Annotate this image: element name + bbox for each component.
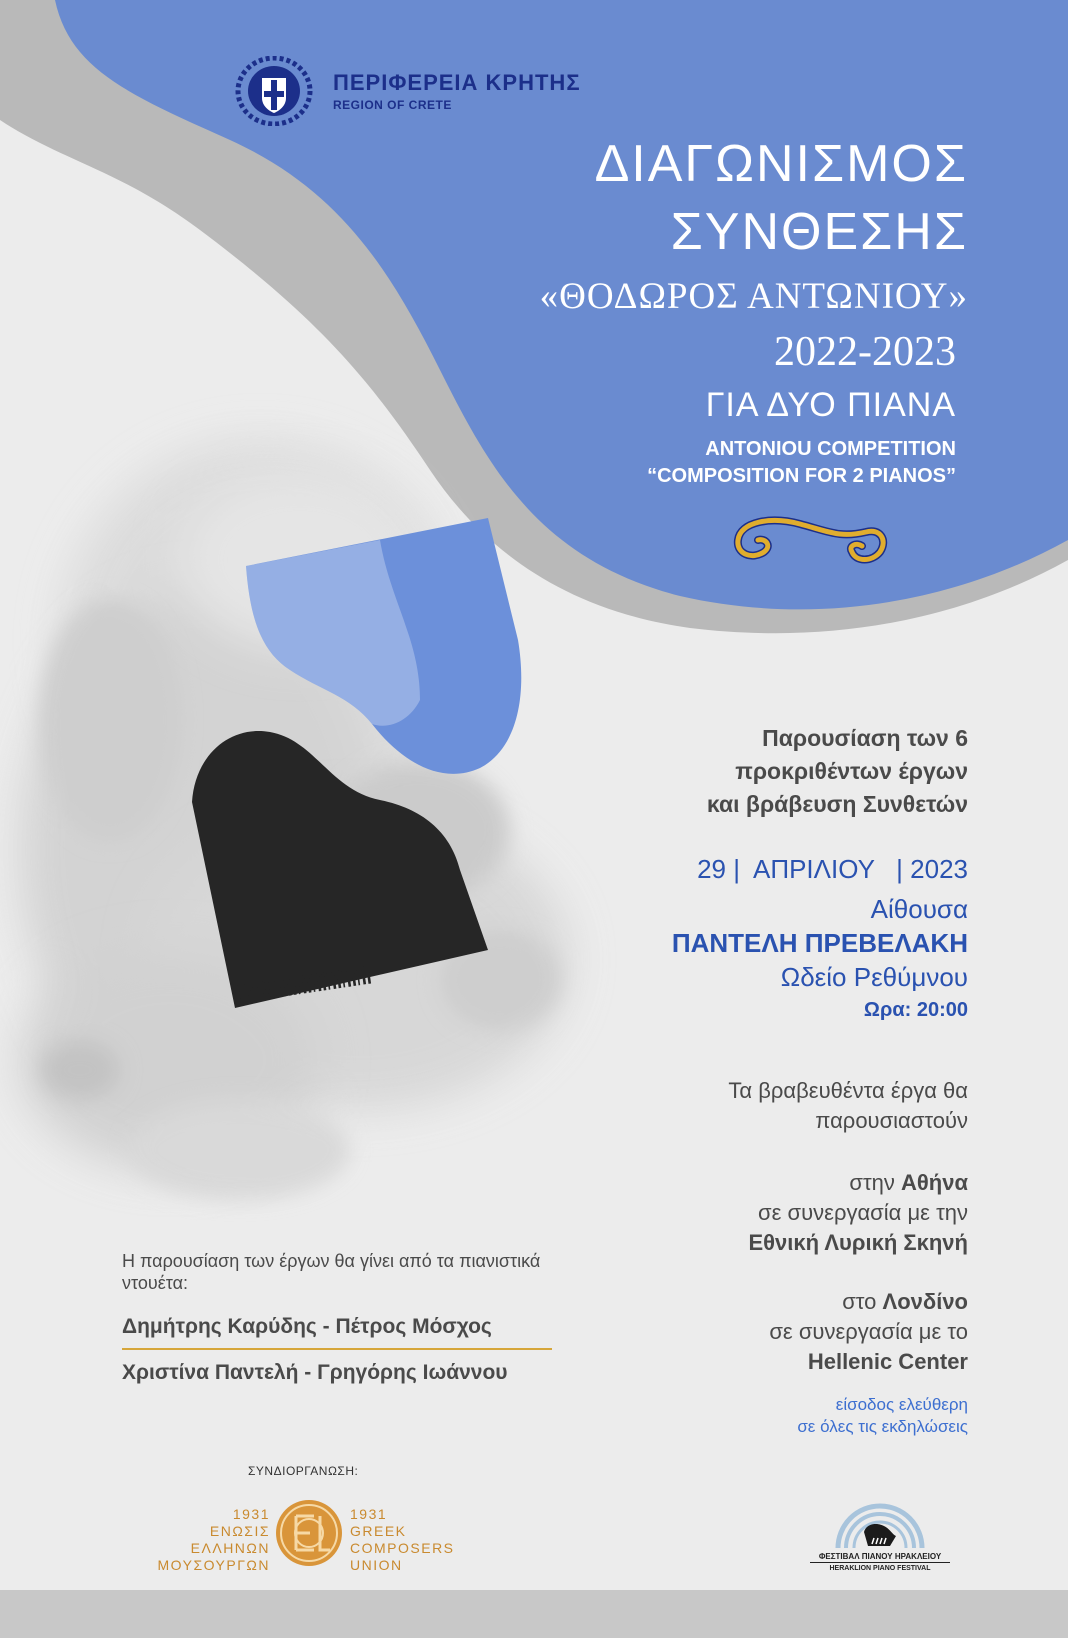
- presentation-text: [707, 722, 968, 821]
- athens-city: Αθήνα: [901, 1170, 968, 1195]
- region-name-gr: ΠΕΡΙΦΕΡΕΙΑ ΚΡΗΤΗΣ: [333, 70, 581, 95]
- piano-festival-logo: [810, 1486, 950, 1580]
- festival-name-gr: ΦΕΣΤΙΒΑΛ ΠΙΑΝΟΥ ΗΡΑΚΛΕΙΟΥ: [810, 1552, 950, 1563]
- union-name-gr: [158, 1506, 271, 1574]
- union-en-word3: UNION: [350, 1557, 403, 1573]
- title-line2: ΣΥΝΘΕΣΗΣ: [670, 203, 968, 261]
- festival-arc-icon: [810, 1486, 950, 1552]
- region-name-en: REGION OF CRETE: [333, 98, 452, 112]
- title-en-line1: ANTONIOU COMPETITION: [705, 438, 956, 460]
- presentation-line1: Παρουσίαση των 6: [762, 725, 968, 751]
- festival-name-en: HERAKLION PIANO FESTIVAL: [829, 1565, 931, 1572]
- union-gr-word3: ΜΟΥΣΟΥΡΓΩΝ: [157, 1557, 270, 1573]
- union-name-en: [350, 1506, 455, 1574]
- title-years: 2022-2023: [774, 329, 956, 375]
- crete-emblem-icon: [235, 56, 313, 126]
- duo-2: Χριστίνα Παντελή - Γρηγόρης Ιωάννου: [122, 1361, 508, 1384]
- athens-text: [748, 1168, 968, 1258]
- duets-section: [122, 1250, 562, 1388]
- athens-prefix: στην: [849, 1170, 895, 1195]
- union-en-word1: GREEK: [350, 1523, 407, 1539]
- union-en-word2: COMPOSERS: [350, 1540, 455, 1556]
- title-en-line2: “COMPOSITION FOR 2 PIANOS”: [647, 465, 956, 487]
- coorganization-label: ΣΥΝΔΙΟΡΓΑΝΩΣΗ:: [248, 1464, 359, 1478]
- event-venue: [672, 892, 968, 1026]
- athens-collab: σε συνεργασία με την: [758, 1200, 968, 1225]
- athens-city-line: [748, 1168, 968, 1198]
- union-gr-word1: ΕΝΩΣΙΣ: [209, 1523, 270, 1539]
- awarded-text: [728, 1076, 968, 1136]
- union-en-year: 1931: [350, 1506, 388, 1522]
- union-gr-word2: ΕΛΛΗΝΩΝ: [190, 1540, 270, 1556]
- presentation-line3: και βράβευση Συνθετών: [706, 791, 968, 817]
- awarded-line1: Τα βραβευθέντα έργα θα: [728, 1078, 968, 1103]
- venue-prefix: Αίθουσα: [870, 894, 968, 924]
- awarded-line2: παρουσιαστούν: [815, 1108, 968, 1133]
- region-logo: [235, 56, 581, 126]
- free-entry: [797, 1394, 968, 1438]
- london-prefix: στο: [842, 1289, 877, 1314]
- title-line3: «ΘΟΔΩΡΟΣ ΑΝΤΩΝΙΟΥ»: [539, 276, 968, 317]
- composers-union-logo: [150, 1494, 470, 1574]
- london-partner: Hellenic Center: [807, 1349, 968, 1374]
- union-gr-year: 1931: [232, 1506, 270, 1522]
- presentation-line2: προκριθέντων έργων: [735, 758, 968, 784]
- union-emblem-icon: [274, 1494, 344, 1572]
- athens-partner: Εθνική Λυρική Σκηνή: [748, 1230, 968, 1255]
- duets-intro: Η παρουσίαση των έργων θα γίνει από τα πιανιστικά ντουέτα:: [122, 1251, 541, 1293]
- london-collab: σε συνεργασία με το: [769, 1319, 968, 1344]
- venue-place: Ωδείο Ρεθύμνου: [780, 962, 968, 992]
- duo-1: Δημήτρης Καρύδης - Πέτρος Μόσχος: [122, 1312, 552, 1350]
- london-city-line: [769, 1287, 968, 1317]
- bottom-bar: [0, 1590, 1068, 1638]
- london-text: [769, 1287, 968, 1377]
- venue-name: ΠΑΝΤΕΛΗ ΠΡΕΒΕΛΑΚΗ: [671, 928, 968, 958]
- competition-title: [540, 130, 968, 490]
- title-line1: ΔΙΑΓΩΝΙΣΜΟΣ: [594, 135, 968, 193]
- free-entry-line1: είσοδος ελεύθερη: [835, 1395, 968, 1414]
- event-time: Ωρα: 20:00: [863, 999, 968, 1021]
- event-date: 29 | ΑΠΡΙΛΙΟΥ | 2023: [697, 854, 968, 884]
- free-entry-line2: σε όλες τις εκδηλώσεις: [797, 1417, 968, 1436]
- london-city: Λονδίνο: [882, 1289, 968, 1314]
- title-subtitle: ΓΙΑ ΔΥΟ ΠΙΑΝΑ: [705, 386, 956, 424]
